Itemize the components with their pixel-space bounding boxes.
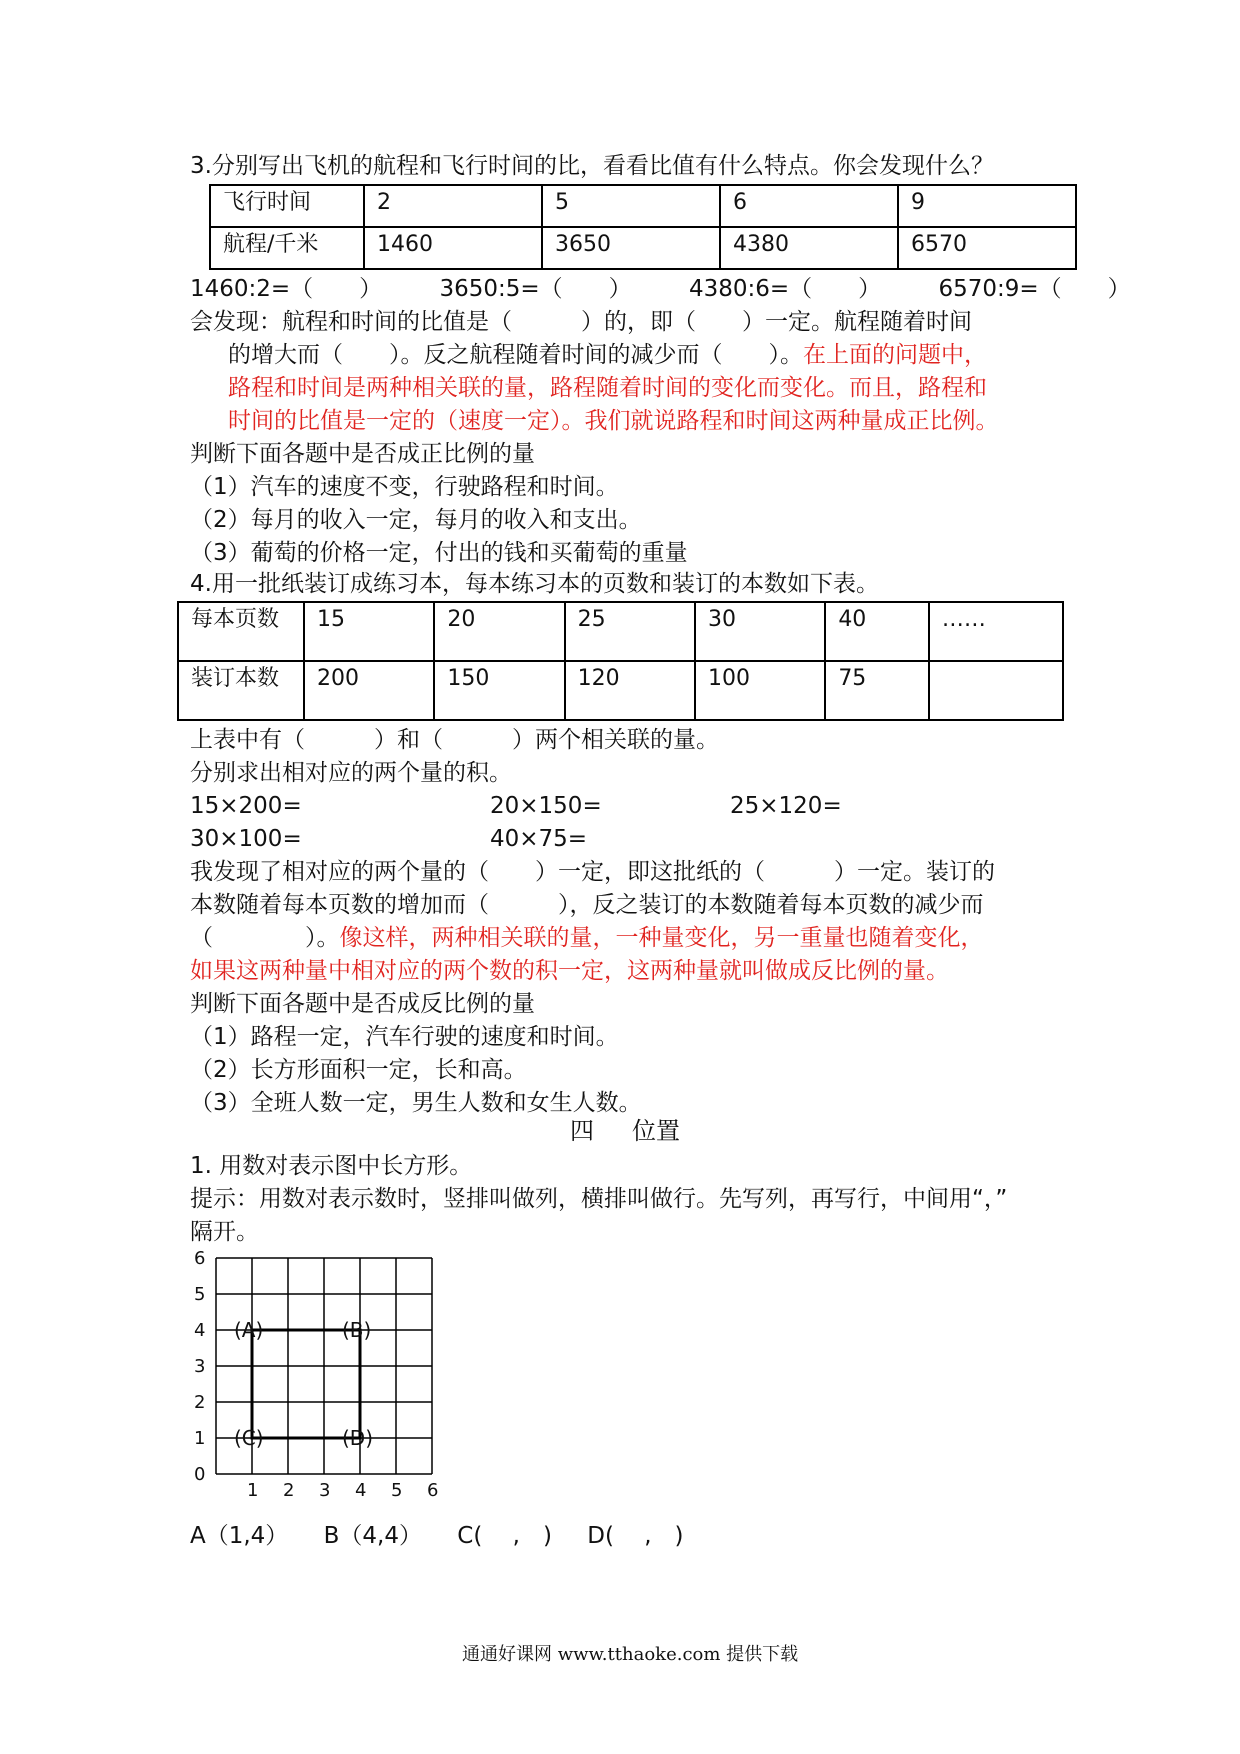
table-cell: 6570 <box>898 227 1076 269</box>
product-item: 20×150= <box>490 793 602 819</box>
point-label: (D) <box>342 1426 374 1450</box>
q4-find-line3 <box>190 922 984 954</box>
q4-find-line2: 本数随着每本页数的增加而（ ），反之装订的本数随着每本页数的减少而 <box>190 892 984 918</box>
q4-find-red: 像这样，两种相关联的量，一种量变化，另一重量也随着变化， <box>339 925 984 951</box>
x-tick-label: 6 <box>427 1480 439 1501</box>
answer-d: D( , ) <box>587 1523 684 1549</box>
x-tick-label: 1 <box>247 1480 259 1501</box>
table-cell: 2 <box>364 185 542 227</box>
q4-judge-title: 判断下面各题中是否成反比例的量 <box>190 991 535 1017</box>
table-cell: 1460 <box>364 227 542 269</box>
q4-find-line1: 我发现了相对应的两个量的（ ）一定，即这批纸的（ ）一定。装订的 <box>190 859 995 885</box>
table-cell: 120 <box>565 661 695 720</box>
table-cell: 飞行时间 <box>210 185 364 227</box>
flight-table <box>209 184 1077 270</box>
table-row <box>210 185 1076 227</box>
judge-item: （3）葡萄的价格一定，付出的钱和买葡萄的重量 <box>190 540 688 566</box>
table-cell: 200 <box>304 661 434 720</box>
q4-line1: 上表中有（ ）和（ ）两个相关联的量。 <box>190 727 719 753</box>
table-cell: 9 <box>898 185 1076 227</box>
product-item: 25×120= <box>730 793 842 819</box>
x-tick-label: 3 <box>319 1480 331 1501</box>
table-cell: 3650 <box>542 227 720 269</box>
y-tick-label: 0 <box>194 1464 206 1485</box>
section-heading-number: 四 <box>570 1117 594 1145</box>
x-tick-label: 2 <box>283 1480 295 1501</box>
q3-definition-line2: 时间的比值是一定的（速度一定）。我们就说路程和时间这两种量成正比例。 <box>228 408 999 434</box>
coordinate-grid <box>180 1250 450 1505</box>
table-cell: 航程/千米 <box>210 227 364 269</box>
table-cell: 装订本数 <box>178 661 304 720</box>
answer-c: C( , ) <box>457 1523 552 1549</box>
q3-find-black: 的增大而（ ）。反之航程随着时间的减少而（ ）。 <box>228 342 803 368</box>
products-row1 <box>190 790 842 822</box>
table-row <box>178 602 1063 661</box>
s4-q1-title: 1. 用数对表示图中长方形。 <box>190 1153 473 1179</box>
judge-item: （3）全班人数一定，男生人数和女生人数。 <box>190 1090 642 1116</box>
q4-find-black: （ ）。 <box>190 925 340 951</box>
ratio-item: 6570:9=（ ） <box>938 276 1131 302</box>
q3-judge-title: 判断下面各题中是否成正比例的量 <box>190 441 535 467</box>
products-row2 <box>190 823 587 855</box>
answer-b: B（4,4） <box>323 1523 422 1549</box>
table-cell: 30 <box>695 602 825 661</box>
q3-title: 3.分别写出飞机的航程和飞行时间的比，看看比值有什么特点。你会发现什么？ <box>190 153 994 179</box>
table-row <box>178 661 1063 720</box>
ratio-item: 3650:5=（ ） <box>439 276 632 302</box>
table-cell: 15 <box>304 602 434 661</box>
q3-find-line2 <box>228 339 987 371</box>
table-cell: 75 <box>825 661 929 720</box>
q4-line2: 分别求出相对应的两个量的积。 <box>190 760 512 786</box>
table-cell: 20 <box>434 602 564 661</box>
q3-find-red: 在上面的问题中， <box>803 342 987 368</box>
hint-line1: 提示：用数对表示数时，竖排叫做列，横排叫做行。先写列，再写行，中间用“，” <box>190 1186 1008 1212</box>
table-row <box>210 227 1076 269</box>
y-tick-label: 4 <box>194 1320 206 1341</box>
hint-line2: 隔开。 <box>190 1219 259 1245</box>
x-tick-label: 4 <box>355 1480 367 1501</box>
judge-item: （1）汽车的速度不变，行驶路程和时间。 <box>190 474 619 500</box>
product-item: 40×75= <box>490 826 588 852</box>
table-cell <box>929 661 1063 720</box>
y-tick-label: 2 <box>194 1392 206 1413</box>
section-heading-title: 位置 <box>632 1117 680 1145</box>
table-cell: 40 <box>825 602 929 661</box>
table-cell: …… <box>929 602 1063 661</box>
y-tick-label: 1 <box>194 1428 206 1449</box>
judge-item: （2）每月的收入一定，每月的收入和支出。 <box>190 507 642 533</box>
ratio-item: 1460:2=（ ） <box>190 276 383 302</box>
x-tick-label: 5 <box>391 1480 403 1501</box>
answer-line <box>190 1520 684 1552</box>
binding-table <box>177 601 1064 721</box>
product-item: 30×100= <box>190 826 302 852</box>
point-label: (C) <box>234 1426 264 1450</box>
q4-definition-line: 如果这两种量中相对应的两个数的积一定，这两种量就叫做成反比例的量。 <box>190 958 949 984</box>
rectangle-shape <box>252 1330 360 1438</box>
judge-item: （1）路程一定，汽车行驶的速度和时间。 <box>190 1024 619 1050</box>
table-cell: 6 <box>720 185 898 227</box>
y-tick-label: 5 <box>194 1284 206 1305</box>
ratio-line <box>190 273 1131 305</box>
table-cell: 4380 <box>720 227 898 269</box>
footer-text: 通通好课网 www.tthaoke.com 提供下载 <box>462 1644 799 1665</box>
ratio-item: 4380:6=（ ） <box>689 276 882 302</box>
judge-item: （2）长方形面积一定，长和高。 <box>190 1057 527 1083</box>
table-cell: 25 <box>565 602 695 661</box>
q4-title: 4.用一批纸装订成练习本，每本练习本的页数和装订的本数如下表。 <box>190 571 879 597</box>
table-cell: 150 <box>434 661 564 720</box>
answer-a: A（1,4） <box>190 1523 289 1549</box>
q3-definition-line1: 路程和时间是两种相关联的量，路程随着时间的变化而变化。而且，路程和 <box>228 375 987 401</box>
point-label: (B) <box>342 1318 372 1342</box>
table-cell: 每本页数 <box>178 602 304 661</box>
table-cell: 100 <box>695 661 825 720</box>
y-tick-label: 6 <box>194 1250 206 1269</box>
table-cell: 5 <box>542 185 720 227</box>
q3-find-line1: 会发现：航程和时间的比值是（ ）的，即（ ）一定。航程随着时间 <box>190 309 972 335</box>
point-label: (A) <box>234 1318 264 1342</box>
product-item: 15×200= <box>190 793 302 819</box>
y-tick-label: 3 <box>194 1356 206 1377</box>
